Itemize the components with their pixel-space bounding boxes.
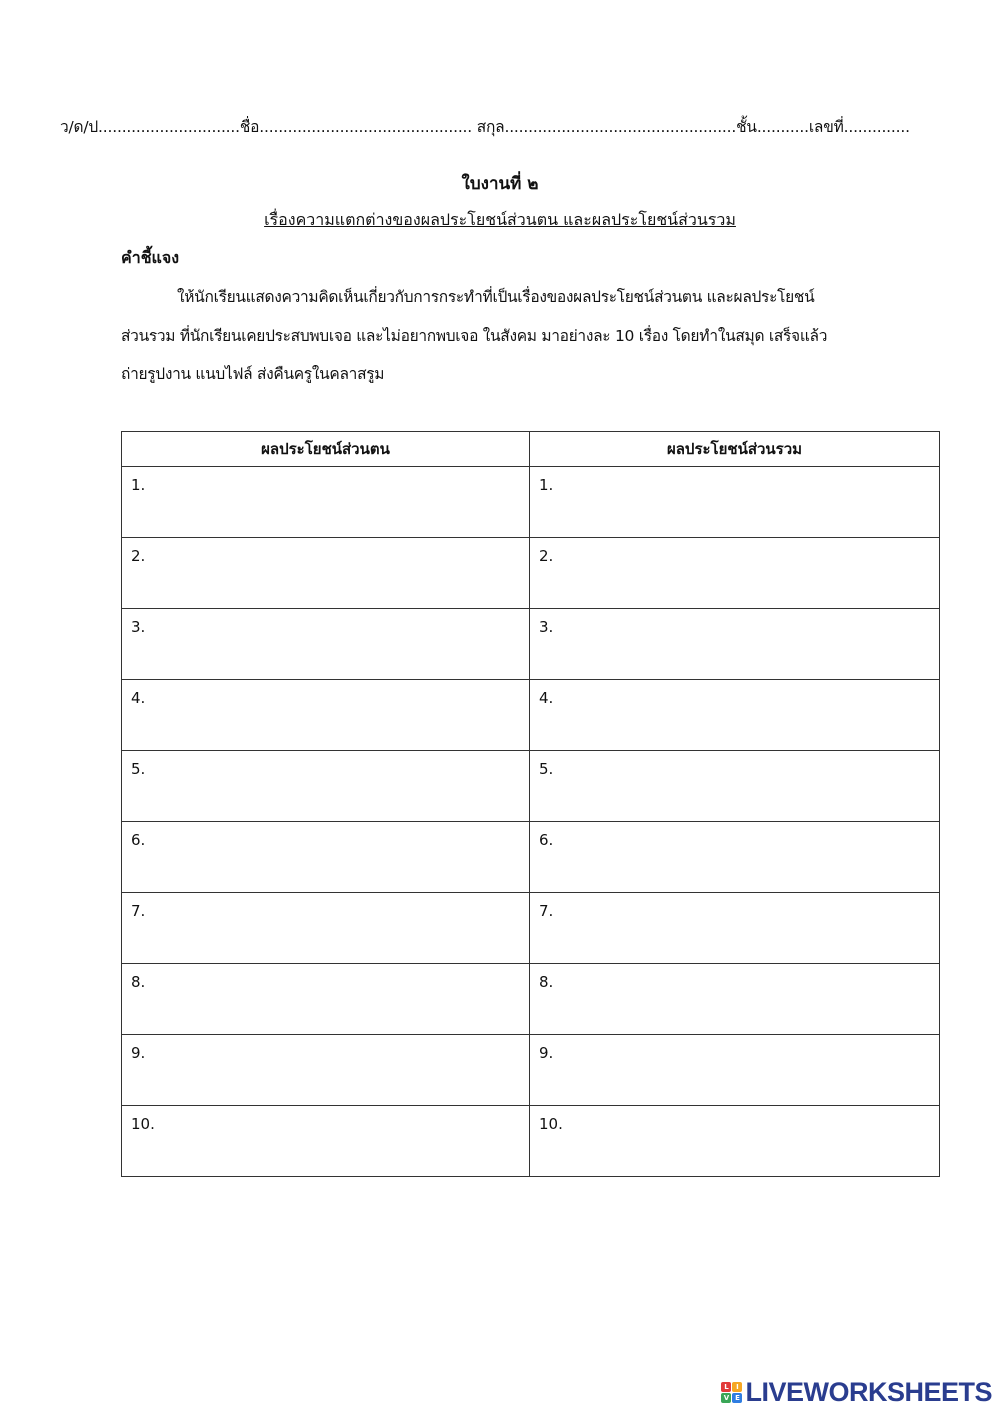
item-number: 5.	[539, 760, 554, 778]
table-row	[122, 751, 940, 822]
column-header-public-benefit: ผลประโยชน์ส่วนรวม	[530, 432, 940, 467]
table-header-row	[122, 432, 940, 467]
table-row	[122, 538, 940, 609]
answer-cell-personal[interactable]	[122, 1106, 530, 1177]
table-row	[122, 467, 940, 538]
item-number: 1.	[131, 476, 146, 494]
item-number: 9.	[539, 1044, 554, 1062]
logo-tile: L	[721, 1382, 731, 1392]
item-number: 3.	[539, 618, 554, 636]
item-number: 10.	[539, 1115, 563, 1133]
table-row	[122, 822, 940, 893]
item-number: 2.	[539, 547, 554, 565]
answer-cell-public[interactable]	[530, 467, 940, 538]
answer-cell-public[interactable]	[530, 964, 940, 1035]
item-number: 4.	[539, 689, 554, 707]
answer-cell-personal[interactable]	[122, 609, 530, 680]
worksheet-title: ใบงานที่ ๒	[461, 174, 539, 194]
instructions-label: คำชี้แจง	[121, 248, 180, 267]
answer-cell-public[interactable]	[530, 893, 940, 964]
item-number: 3.	[131, 618, 146, 636]
item-number: 10.	[131, 1115, 155, 1133]
answer-cell-public[interactable]	[530, 609, 940, 680]
answer-cell-public[interactable]	[530, 1106, 940, 1177]
answer-cell-personal[interactable]	[122, 822, 530, 893]
instructions-text	[121, 278, 911, 394]
table-row	[122, 964, 940, 1035]
table-row	[122, 893, 940, 964]
instructions-line: ถ่ายรูปงาน แนบไฟล์ ส่งคืนครูในคลาสรูม	[121, 365, 385, 383]
answer-cell-personal[interactable]	[122, 538, 530, 609]
table-row	[122, 1035, 940, 1106]
liveworksheets-logo	[721, 1377, 992, 1408]
item-number: 2.	[131, 547, 146, 565]
answer-cell-public[interactable]	[530, 822, 940, 893]
item-number: 6.	[131, 831, 146, 849]
item-number: 1.	[539, 476, 554, 494]
answer-cell-public[interactable]	[530, 538, 940, 609]
answer-cell-personal[interactable]	[122, 893, 530, 964]
answer-table	[121, 431, 940, 1177]
answer-cell-personal[interactable]	[122, 1035, 530, 1106]
answer-cell-public[interactable]	[530, 751, 940, 822]
table-row	[122, 680, 940, 751]
liveworksheets-logo-text: LIVEWORKSHEETS	[745, 1377, 992, 1407]
logo-tile: E	[732, 1393, 742, 1403]
answer-cell-personal[interactable]	[122, 751, 530, 822]
item-number: 6.	[539, 831, 554, 849]
item-number: 7.	[131, 902, 146, 920]
item-number: 9.	[131, 1044, 146, 1062]
answer-cell-public[interactable]	[530, 680, 940, 751]
logo-tile: V	[721, 1393, 731, 1403]
instructions-line: ส่วนรวม ที่นักเรียนเคยประสบพบเจอ และไม่อยากพบเจอ ในสังคม มาอย่างละ 10 เรื่อง โดยทำในสมุด เสร็จแล้ว	[121, 326, 828, 345]
item-number: 5.	[131, 760, 146, 778]
table-row	[122, 609, 940, 680]
student-info-line: ว/ด/ป..............................ชื่อ............................................. สกุล.................................................ชั้น...........เลขที่..............	[60, 118, 910, 136]
table-row	[122, 1106, 940, 1177]
answer-cell-personal[interactable]	[122, 680, 530, 751]
item-number: 8.	[131, 973, 146, 991]
column-header-personal-benefit: ผลประโยชน์ส่วนตน	[122, 432, 530, 467]
item-number: 8.	[539, 973, 554, 991]
logo-tile: I	[732, 1382, 742, 1392]
answer-cell-public[interactable]	[530, 1035, 940, 1106]
item-number: 4.	[131, 689, 146, 707]
item-number: 7.	[539, 902, 554, 920]
answer-cell-personal[interactable]	[122, 467, 530, 538]
instructions-line: ให้นักเรียนแสดงความคิดเห็นเกี่ยวกับการกระทำที่เป็นเรื่องของผลประโยชน์ส่วนตน และผลประโยชน์	[177, 288, 815, 306]
worksheet-subtitle: เรื่องความแตกต่างของผลประโยชน์ส่วนตน และผลประโยชน์ส่วนรวม	[264, 210, 736, 229]
answer-cell-personal[interactable]	[122, 964, 530, 1035]
liveworksheets-logo-icon	[721, 1382, 742, 1403]
